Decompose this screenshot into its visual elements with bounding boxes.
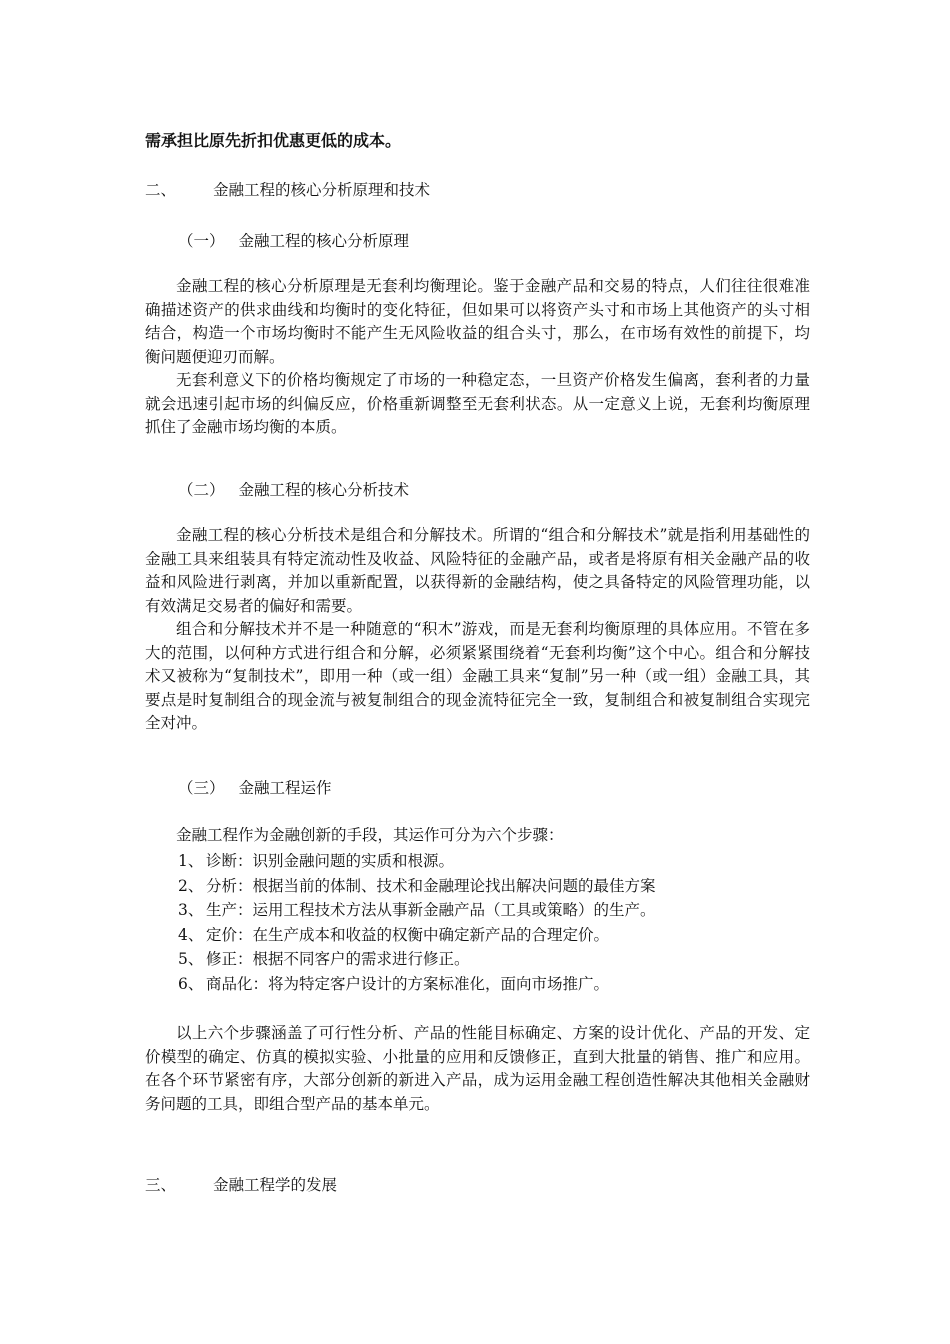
- subsection-heading-2: [178, 478, 843, 500]
- paragraph: 金融工程的核心分析技术是组合和分解技术。所谓的“组合和分解技术”就是指利用基础性的金融工具来组装具有特定流动性及收益、风险特征的金融产品，或者是将原有相关金融产品的收益和风险进行剥离，并加以重新配置，以获得新的金融结构，使之具备特定的风险管理功能，以有效满足交易者的偏好和需要。: [145, 526, 810, 615]
- subsection-title: 金融工程运作: [238, 779, 332, 797]
- section-title: 金融工程的核心分析原理和技术: [213, 181, 431, 199]
- paragraph: 组合和分解技术并不是一种随意的“积木”游戏，而是无套利均衡原理的具体应用。不管在多大的范围，以何种方式进行组合和分解，必须紧紧围绕着“无套利均衡”这个中心。组合和分解技术又被称为“复制技术”，即用一种（或一组）金融工具来“复制”另一种（或一组）金融工具，其要点是时复制组合的现金流与被复制组合的现金流特征完全一致，复制组合和被复制组合实现完全对冲。: [145, 620, 810, 732]
- top-line: 需承担比原先折扣优惠更低的成本。: [145, 131, 402, 150]
- subsection-heading-3: [178, 776, 843, 798]
- paragraph: 无套利意义下的价格均衡规定了市场的一种稳定态，一旦资产价格发生偏离，套利者的力量就会迅速引起市场的纠偏反应，价格重新调整至无套利状态。从一定意义上说，无套利均衡原理抓住了金融市场均衡的本质。: [145, 371, 810, 436]
- paragraph: 金融工程作为金融创新的手段，其运作可分为六个步骤：: [176, 826, 564, 844]
- paragraph-group-1: [145, 275, 810, 440]
- section-title: 金融工程学的发展: [213, 1176, 338, 1194]
- list-item: 5、 修正：根据不同客户的需求进行修正。: [178, 950, 470, 968]
- subsection-heading-1: [178, 229, 843, 251]
- steps-list: [178, 849, 798, 996]
- list-item: 1、 诊断：识别金融问题的实质和根源。: [178, 852, 455, 870]
- steps-intro: [145, 824, 810, 848]
- section-heading-2: [145, 178, 810, 200]
- paragraph: 金融工程的核心分析原理是无套利均衡理论。鉴于金融产品和交易的特点，人们往往很难准确描述资产的供求曲线和均衡时的变化特征，但如果可以将资产头寸和市场上其他资产的头寸相结合，构造一个市场均衡时不能产生无风险收益的组合头寸，那么，在市场有效性的前提下，均衡问题便迎刃而解。: [145, 277, 810, 366]
- section-number: 二、: [145, 181, 177, 199]
- section-number: 三、: [145, 1176, 177, 1194]
- subsection-number: （三）: [178, 779, 225, 797]
- summary-paragraph-block: [145, 1022, 810, 1116]
- list-item: 4、 定价：在生产成本和收益的权衡中确定新产品的合理定价。: [178, 925, 610, 944]
- paragraph: 以上六个步骤涵盖了可行性分析、产品的性能目标确定、方案的设计优化、产品的开发、定价模型的确定、仿真的模拟实验、小批量的应用和反馈修正，直到大批量的销售、推广和应用。在各个环节紧密有序，大部分创新的新进入产品，成为运用金融工程创造性解决其他相关金融财务问题的工具，即组合型产品的基本单元。: [145, 1024, 810, 1113]
- list-item: 3、 生产：运用工程技术方法从事新金融产品（工具或策略）的生产。: [178, 901, 656, 919]
- subsection-title: 金融工程的核心分析技术: [238, 481, 410, 499]
- paragraph-group-2: [145, 524, 810, 736]
- list-item: 2、 分析：根据当前的体制、技术和金融理论找出解决问题的最佳方案: [178, 876, 656, 895]
- subsection-number: （二）: [178, 481, 225, 499]
- subsection-number: （一）: [178, 232, 225, 250]
- subsection-title: 金融工程的核心分析原理: [238, 232, 410, 250]
- section-heading-3: [145, 1173, 810, 1195]
- list-item: 6、 商品化：将为特定客户设计的方案标准化，面向市场推广。: [178, 974, 610, 993]
